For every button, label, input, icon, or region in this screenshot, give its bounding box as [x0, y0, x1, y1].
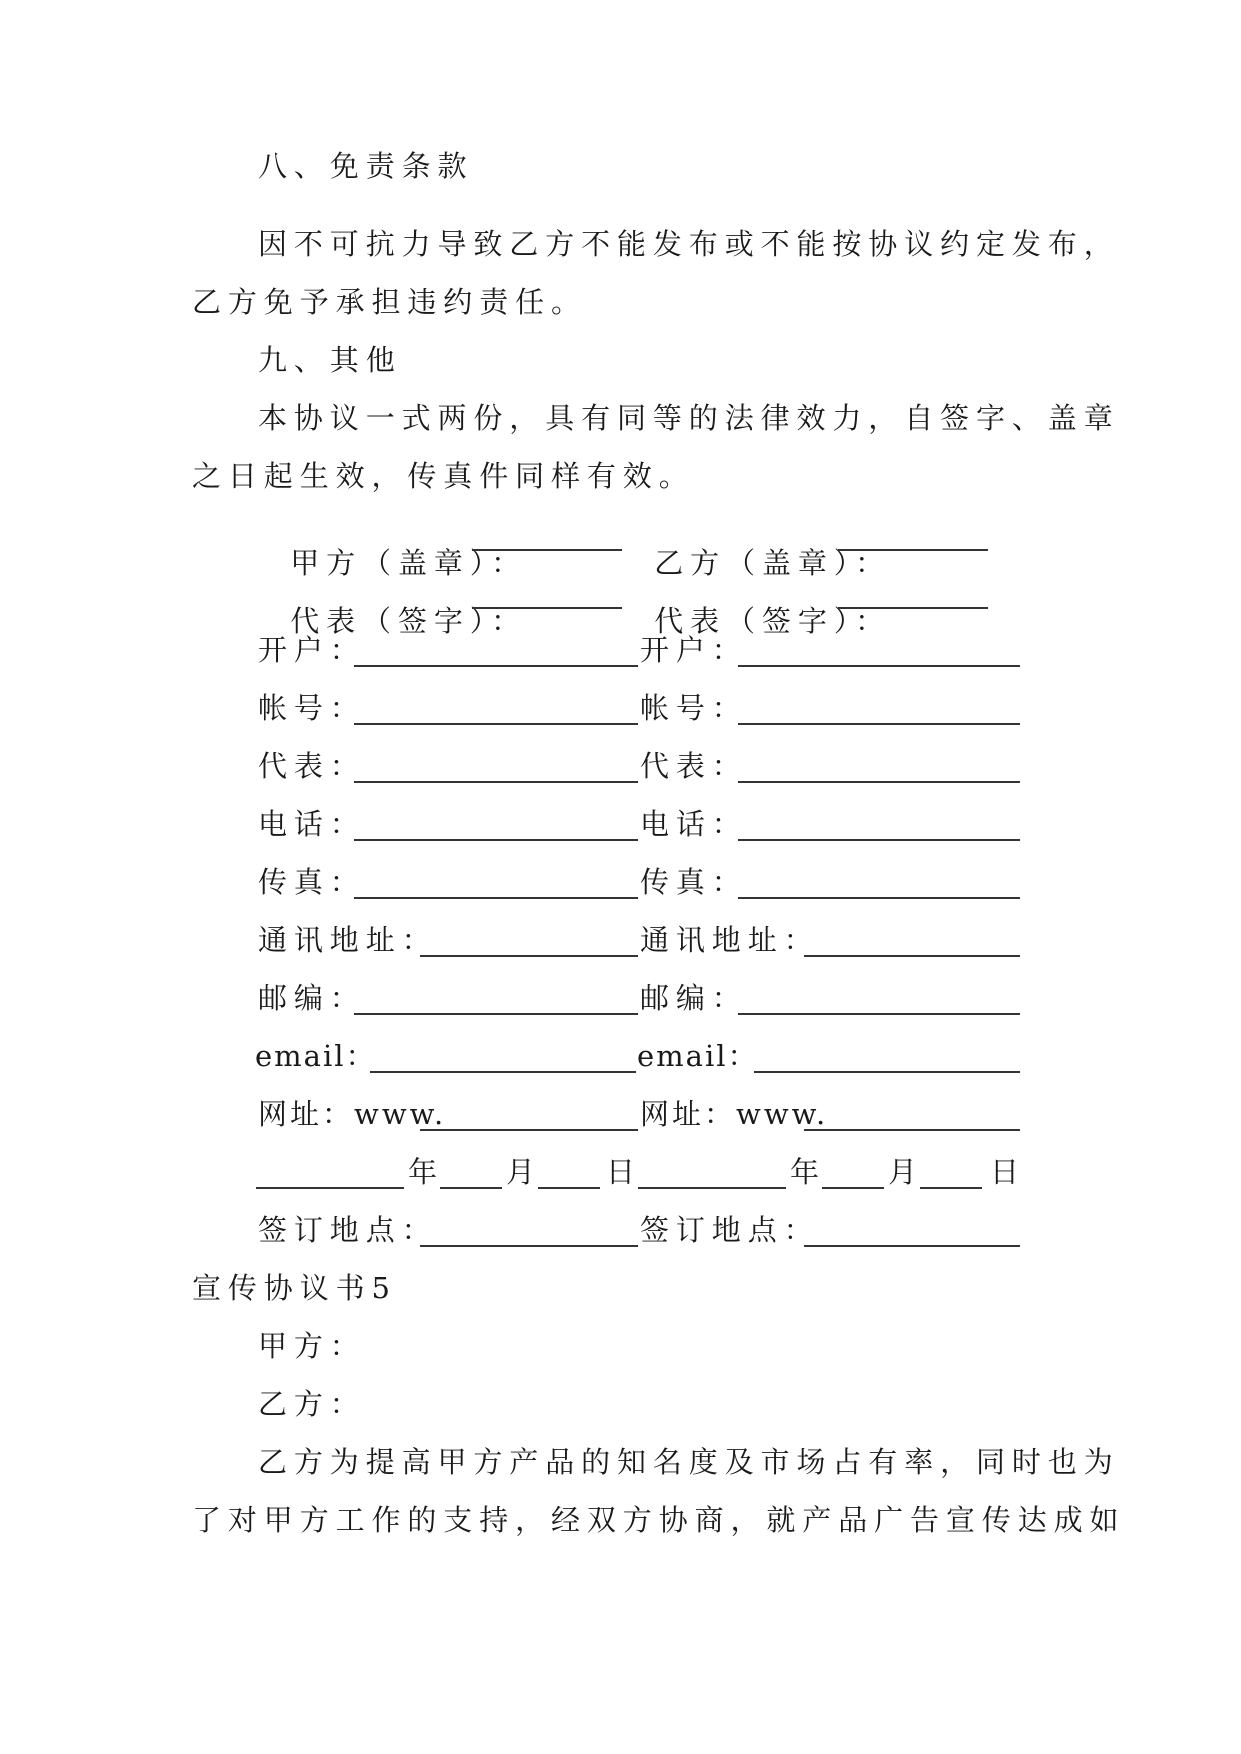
rep-sign-a-label: 代表（签字）：: [290, 604, 528, 638]
date-a-year-label: 年: [408, 1155, 444, 1189]
phone-b-label: 电话：: [640, 807, 748, 841]
sign-place-b-label: 签订地点：: [640, 1213, 820, 1247]
website-a-label: 网址：www.: [258, 1097, 447, 1131]
address-a-label: 通讯地址：: [258, 923, 438, 957]
section-9-heading: 九、其他: [258, 343, 402, 377]
date-a-year-blank[interactable]: [256, 1161, 404, 1189]
section-9-paragraph-line-1: 本协议一式两份，具有同等的法律效力，自签字、盖章: [258, 401, 1120, 435]
next-document-title: 宣传协议书5: [192, 1271, 397, 1305]
date-b-month-label: 月: [888, 1155, 924, 1189]
fax-b-blank[interactable]: [738, 871, 1020, 899]
phone-b-blank[interactable]: [738, 813, 1020, 841]
fax-a-label: 传真：: [258, 865, 366, 899]
party-a-seal-blank[interactable]: [472, 523, 622, 551]
date-a-month-label: 月: [506, 1155, 542, 1189]
account-a-blank[interactable]: [354, 697, 638, 725]
account-a-label: 帐号：: [258, 691, 366, 725]
next-document-party-b: 乙方：: [258, 1387, 366, 1421]
website-b-blank[interactable]: [804, 1103, 1020, 1131]
address-b-blank[interactable]: [804, 929, 1020, 957]
account-b-label: 帐号：: [640, 691, 748, 725]
next-document-paragraph-line-1: 乙方为提高甲方产品的知名度及市场占有率，同时也为: [258, 1445, 1120, 1479]
rep-sign-a-blank[interactable]: [472, 581, 622, 609]
section-9-paragraph-line-2: 之日起生效，传真件同样有效。: [192, 459, 695, 493]
website-b-label: 网址：www.: [640, 1097, 829, 1131]
account-b-blank[interactable]: [738, 697, 1020, 725]
section-8-paragraph-line-2: 乙方免予承担违约责任。: [192, 285, 587, 319]
sign-place-b-blank[interactable]: [804, 1219, 1020, 1247]
rep-sign-b-blank[interactable]: [838, 581, 988, 609]
date-b-day-label: 日: [990, 1155, 1026, 1189]
party-a-seal-label: 甲方（盖章）：: [290, 546, 528, 580]
email-a-blank[interactable]: [370, 1045, 636, 1073]
party-b-seal-label: 乙方（盖章）：: [654, 546, 892, 580]
rep-a-blank[interactable]: [354, 755, 638, 783]
address-a-blank[interactable]: [420, 929, 638, 957]
postcode-b-label: 邮编：: [640, 981, 748, 1015]
postcode-b-blank[interactable]: [738, 987, 1020, 1015]
website-a-blank[interactable]: [420, 1103, 638, 1131]
postcode-a-blank[interactable]: [354, 987, 638, 1015]
postcode-a-label: 邮编：: [258, 981, 366, 1015]
date-b-month-blank[interactable]: [822, 1161, 884, 1189]
email-b-label: email：: [637, 1039, 759, 1073]
section-8-paragraph-line-1: 因不可抗力导致乙方不能发布或不能按协议约定发布，: [258, 227, 1120, 261]
section-8-heading: 八、免责条款: [258, 149, 474, 183]
sign-place-a-label: 签订地点：: [258, 1213, 438, 1247]
rep-sign-b-label: 代表（签字）：: [654, 604, 892, 638]
address-b-label: 通讯地址：: [640, 923, 820, 957]
next-document-party-a: 甲方：: [258, 1329, 366, 1363]
date-a-day-blank[interactable]: [538, 1161, 600, 1189]
email-a-label: email：: [255, 1039, 377, 1073]
next-document-paragraph-line-2: 了对甲方工作的支持，经双方协商，就产品广告宣传达成如: [192, 1503, 1126, 1537]
date-b-year-blank[interactable]: [638, 1161, 786, 1189]
fax-b-label: 传真：: [640, 865, 748, 899]
fax-a-blank[interactable]: [354, 871, 638, 899]
rep-a-label: 代表：: [258, 749, 366, 783]
email-b-blank[interactable]: [754, 1045, 1020, 1073]
bank-b-label: 开户：: [640, 633, 748, 667]
phone-a-label: 电话：: [258, 807, 366, 841]
bank-a-blank[interactable]: [354, 639, 638, 667]
party-b-seal-blank[interactable]: [838, 523, 988, 551]
date-b-day-blank[interactable]: [920, 1161, 982, 1189]
bank-b-blank[interactable]: [738, 639, 1020, 667]
rep-b-label: 代表：: [640, 749, 748, 783]
rep-b-blank[interactable]: [738, 755, 1020, 783]
sign-place-a-blank[interactable]: [420, 1219, 638, 1247]
date-b-year-label: 年: [790, 1155, 826, 1189]
bank-a-label: 开户：: [258, 633, 366, 667]
phone-a-blank[interactable]: [354, 813, 638, 841]
date-a-day-label: 日: [606, 1155, 642, 1189]
date-a-month-blank[interactable]: [440, 1161, 502, 1189]
